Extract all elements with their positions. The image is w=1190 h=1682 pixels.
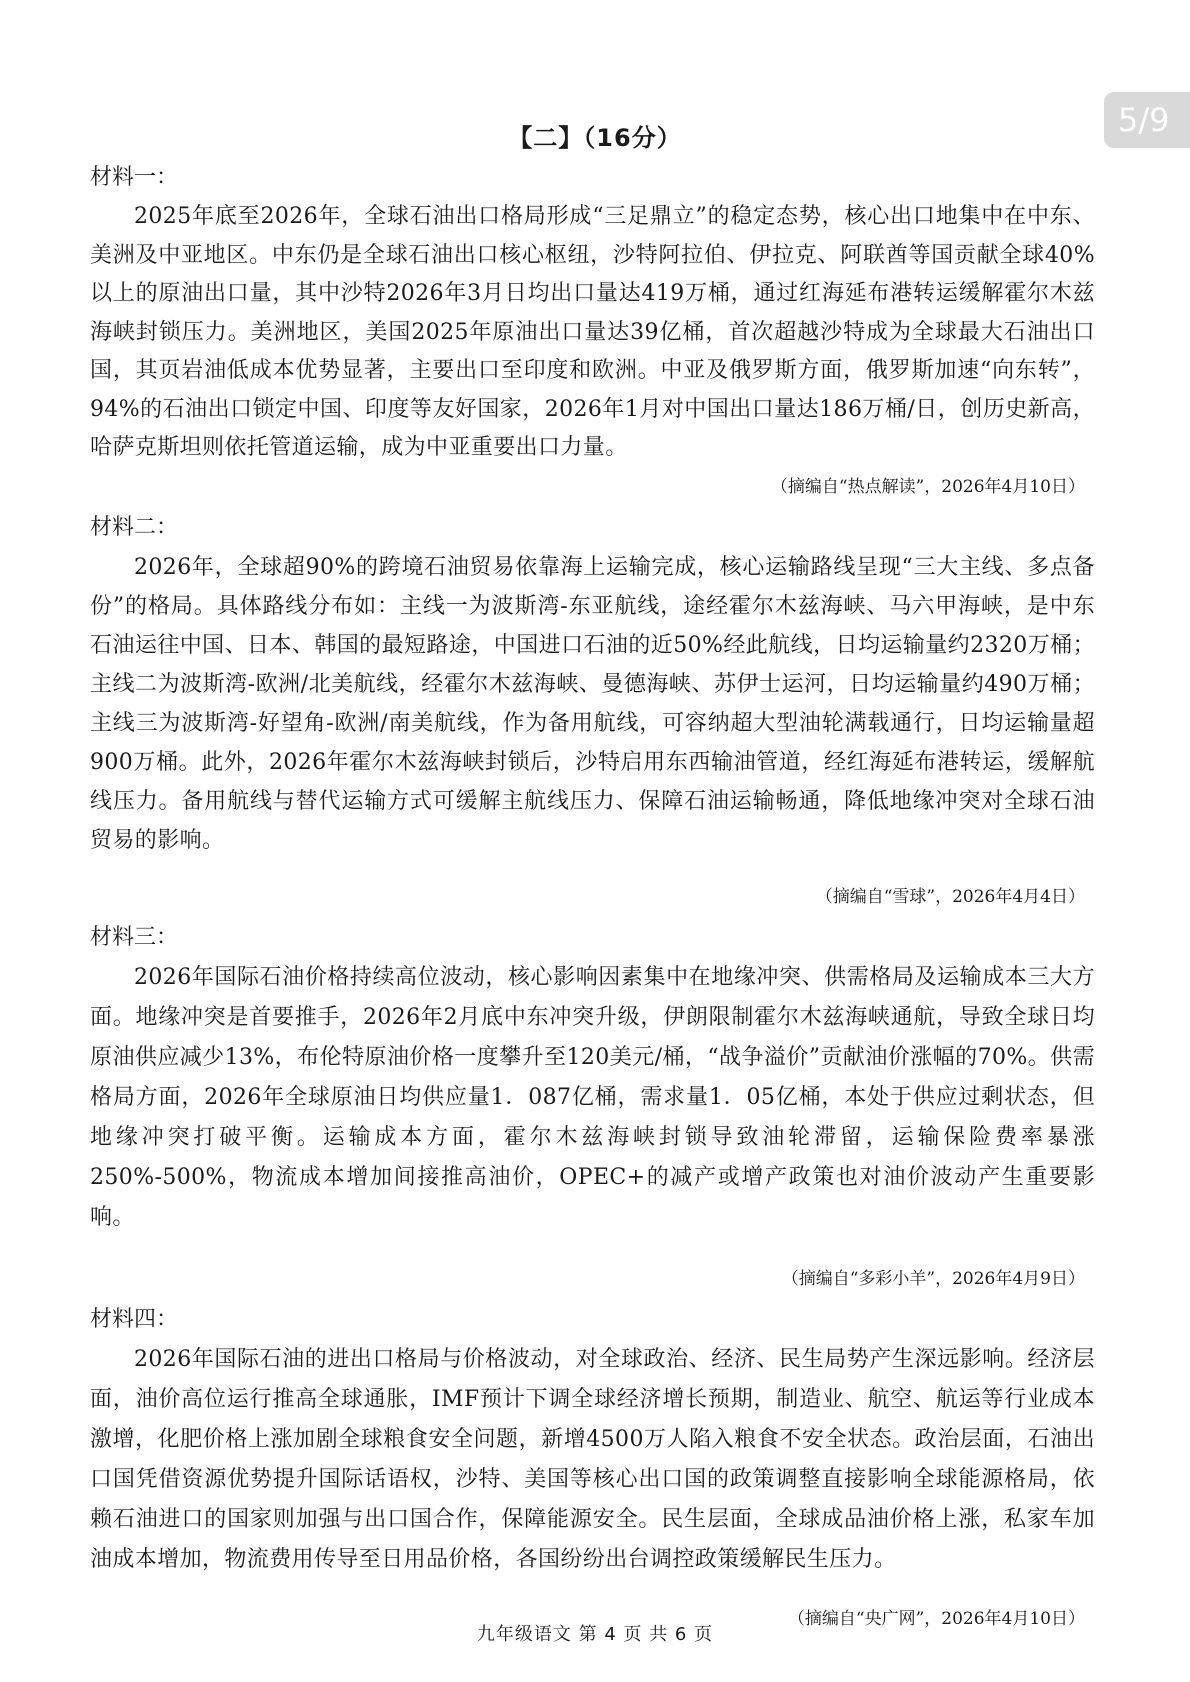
spacer bbox=[90, 860, 1095, 878]
material-label: 材料四： bbox=[90, 1306, 179, 1332]
material-body: 2026年，全球超90%的跨境石油贸易依靠海上运输完成，核心运输路线呈现“三大主线、多点备份”的格局。具体路线分布如：主线一为波斯湾-东亚航线，途经霍尔木兹海峡、马六甲海峡，是中东石油运往中国、日本、韩国的最短路途，中国进口石油的近50%经此航线，日均运输量约2320万桶；主线二为波斯湾-欧洲/北美航线，经霍尔木兹海峡、曼德海峡、苏伊士运河，日均运输量约490万桶；主线三为波斯湾-好望角-欧洲/南美航线，作为备用航线，可容纳超大型油轮满载通行，日均运输量超900万桶。此外，2026年霍尔木兹海峡封锁后，沙特启用东西输油管道，经红海延布港转运，缓解航线压力。备用航线与替代运输方式可缓解主航线压力、保障石油运输畅通，降低地缘冲突对全球石油贸易的影响。 bbox=[90, 554, 1095, 853]
materials-content bbox=[90, 158, 1095, 1634]
material-2 bbox=[90, 508, 1095, 912]
material-source: （摘编自“热点解读”，2026年4月10日） bbox=[770, 476, 1085, 497]
material-body: 2025年底至2026年，全球石油出口格局形成“三足鼎立”的稳定态势，核心出口地集中在中东、美洲及中亚地区。中东仍是全球石油出口核心枢纽，沙特阿拉伯、伊拉克、阿联酋等国贡献全球40%以上的原油出口量，其中沙特2026年3月日均出口量达419万桶，通过红海延布港转运缓解霍尔木兹海峡封锁压力。美洲地区，美国2025年原油出口量达39亿桶，首次超越沙特成为全球最大石油出口国，其页岩油低成本优势显著，主要出口至印度和欧洲。中亚及俄罗斯方面，俄罗斯加速“向东转”，94%的石油出口锁定中国、印度等友好国家，2026年1月对中国出口量达186万桶/日，创历史新高，哈萨克斯坦则依托管道运输，成为中亚重要出口力量。 bbox=[90, 204, 1095, 460]
material-label: 材料三： bbox=[90, 924, 179, 950]
material-1 bbox=[90, 158, 1095, 502]
page-indicator: 5/9 bbox=[1104, 92, 1190, 148]
spacer bbox=[90, 1238, 1095, 1260]
material-source: （摘编自“央广网”，2026年4月10日） bbox=[787, 1608, 1085, 1629]
material-3 bbox=[90, 918, 1095, 1294]
material-source: （摘编自“多彩小羊”，2026年4月9日） bbox=[781, 1268, 1085, 1289]
material-4 bbox=[90, 1300, 1095, 1634]
material-label: 材料一： bbox=[90, 165, 179, 190]
spacer bbox=[90, 1580, 1095, 1600]
page-footer: 九年级语文 第 4 页 共 6 页 bbox=[476, 1624, 714, 1645]
material-label: 材料二： bbox=[90, 514, 179, 540]
material-body: 2026年国际石油价格持续高位波动，核心影响因素集中在地缘冲突、供需格局及运输成本三大方面。地缘冲突是首要推手，2026年2月底中东冲突升级，伊朗限制霍尔木兹海峡通航，导致全球日均原油供应减少13%，布伦特原油价格一度攀升至120美元/桶，“战争溢价”贡献油价涨幅的70%。供需格局方面，2026年全球原油日均供应量1．087亿桶，需求量1．05亿桶，本处于供应过剩状态，但地缘冲突打破平衡。运输成本方面，霍尔木兹海峡封锁导致油轮滞留，运输保险费率暴涨250%-500%，物流成本增加间接推高油价，OPEC+的减产或增产政策也对油价波动产生重要影响。 bbox=[90, 964, 1095, 1230]
material-source: （摘编自“雪球”，2026年4月4日） bbox=[815, 886, 1085, 907]
section-title: 【二】（16分） bbox=[508, 124, 682, 152]
material-body: 2026年国际石油的进出口格局与价格波动，对全球政治、经济、民生局势产生深远影响。经济层面，油价高位运行推高全球通胀，IMF预计下调全球经济增长预期，制造业、航空、航运等行业成本激增，化肥价格上涨加剧全球粮食安全问题，新增4500万人陷入粮食不安全状态。政治层面，石油出口国凭借资源优势提升国际话语权，沙特、美国等核心出口国的政策调整直接影响全球能源格局，依赖石油进口的国家则加强与出口国合作，保障能源安全。民生层面，全球成品油价格上涨，私家车加油成本增加，物流费用传导至日用品价格，各国纷纷出台调控政策缓解民生压力。 bbox=[90, 1346, 1095, 1572]
